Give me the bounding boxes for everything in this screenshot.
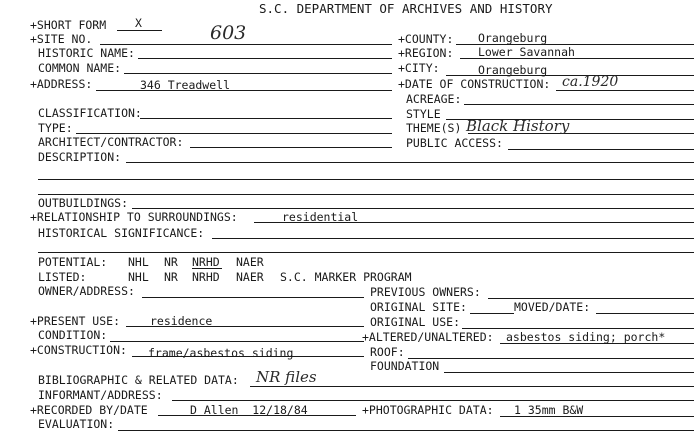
original-use-label: ORIGINAL USE: [370, 315, 461, 329]
bibliographic-label: BIBLIOGRAPHIC & RELATED DATA: [38, 373, 239, 387]
site-no-value: 603 [210, 22, 247, 44]
listed-nrhd: NRHD [192, 270, 220, 284]
altered-label: +ALTERED/UNALTERED: [362, 330, 494, 344]
listed-label: LISTED: [38, 270, 87, 284]
potential-nrhd: NRHD [192, 255, 220, 269]
roof-label: ROOF: [370, 345, 405, 359]
construction-value: frame/asbestos siding [148, 346, 294, 360]
bibliographic-line [250, 386, 694, 387]
short-form-line [117, 30, 162, 31]
public-access-label: PUBLIC ACCESS: [406, 136, 503, 150]
date-construction-label: +DATE OF CONSTRUCTION: [398, 77, 551, 91]
public-access-line [508, 149, 694, 150]
description-line [126, 162, 694, 163]
original-site-label: ORIGINAL SITE: [370, 300, 467, 314]
original-use-line [462, 328, 694, 329]
acreage-line [464, 104, 694, 105]
recorded-by-value: D Allen 12/18/84 [190, 403, 308, 417]
present-use-value: residence [150, 314, 213, 328]
short-form-label: +SHORT FORM [30, 18, 107, 32]
description-line-3 [38, 194, 694, 195]
common-name-label: COMMON NAME: [38, 61, 122, 75]
photographic-data-value: 1 35mm B&W [514, 403, 584, 417]
type-line [76, 133, 392, 134]
foundation-line [444, 372, 694, 373]
potential-naer: NAER [236, 255, 264, 269]
original-site-line [470, 313, 514, 314]
city-label: +CITY: [398, 61, 440, 75]
photographic-data-label: +PHOTOGRAPHIC DATA: [362, 403, 494, 417]
form-title: S.C. DEPARTMENT OF ARCHIVES AND HISTORY [259, 1, 553, 16]
relationship-value: residential [282, 210, 359, 224]
address-label: +ADDRESS: [30, 77, 93, 91]
relationship-label: +RELATIONSHIP TO SURROUNDINGS: [30, 210, 238, 224]
potential-nr: NR [164, 255, 178, 269]
architect-label: ARCHITECT/CONTRACTOR: [38, 135, 184, 149]
county-value: Orangeburg [478, 31, 548, 45]
acreage-label: ACREAGE: [406, 92, 462, 106]
historical-significance-line-2 [38, 252, 694, 253]
informant-line [172, 400, 694, 401]
evaluation-label: EVALUATION: [38, 417, 115, 431]
marker-program: S.C. MARKER PROGRAM [280, 270, 412, 284]
site-no-line [100, 44, 392, 45]
theme-value: Black History [466, 117, 570, 135]
recorded-by-label: +RECORDED BY/DATE [30, 403, 148, 417]
listed-nhl: NHL [128, 270, 149, 284]
moved-date-label: MOVED/DATE: [514, 300, 591, 314]
foundation-label: FOUNDATION [370, 359, 440, 373]
description-label: DESCRIPTION: [38, 150, 122, 164]
address-value: 346 Treadwell [140, 78, 231, 92]
present-use-label: +PRESENT USE: [30, 314, 121, 328]
evaluation-line [118, 430, 694, 431]
potential-nhl: NHL [128, 255, 149, 269]
theme-label: THEME(S) [406, 121, 462, 135]
informant-label: INFORMANT/ADDRESS: [38, 388, 163, 402]
site-no-label: +SITE NO. [30, 32, 93, 46]
moved-date-line [596, 313, 694, 314]
potential-label: POTENTIAL: [38, 255, 108, 269]
historical-significance-label: HISTORICAL SIGNIFICANCE: [38, 226, 205, 240]
previous-owners-label: PREVIOUS OWNERS: [370, 285, 481, 299]
historic-name-label: HISTORIC NAME: [38, 46, 135, 60]
owner-address-line [142, 297, 364, 298]
city-value: Orangeburg [478, 63, 548, 77]
previous-owners-line [488, 298, 694, 299]
outbuildings-label: OUTBUILDINGS: [38, 196, 129, 210]
classification-line [140, 118, 392, 119]
common-name-line [124, 73, 392, 74]
potential-nrhd-underline [192, 268, 222, 269]
historic-name-line [138, 58, 392, 59]
bibliographic-value: NR files [256, 368, 317, 386]
condition-line [110, 341, 364, 342]
county-label: +COUNTY: [398, 32, 454, 46]
type-label: TYPE: [38, 121, 73, 135]
region-label: +REGION: [398, 46, 454, 60]
listed-naer: NAER [236, 270, 264, 284]
style-label: STYLE [406, 107, 441, 121]
date-construction-line [556, 90, 694, 91]
architect-line [190, 147, 392, 148]
region-value: Lower Savannah [478, 45, 575, 59]
description-line-2 [38, 179, 694, 180]
classification-label: CLASSIFICATION: [38, 106, 142, 120]
listed-nr: NR [164, 270, 178, 284]
outbuildings-line [132, 208, 694, 209]
short-form-value: X [135, 16, 142, 30]
roof-line [408, 358, 694, 359]
historical-significance-line [212, 238, 694, 239]
date-construction-value: ca.1920 [562, 74, 619, 90]
altered-value: asbestos siding; porch* [506, 330, 666, 344]
owner-address-label: OWNER/ADDRESS: [38, 284, 135, 298]
condition-label: CONDITION: [38, 328, 108, 342]
construction-label: +CONSTRUCTION: [30, 343, 127, 357]
